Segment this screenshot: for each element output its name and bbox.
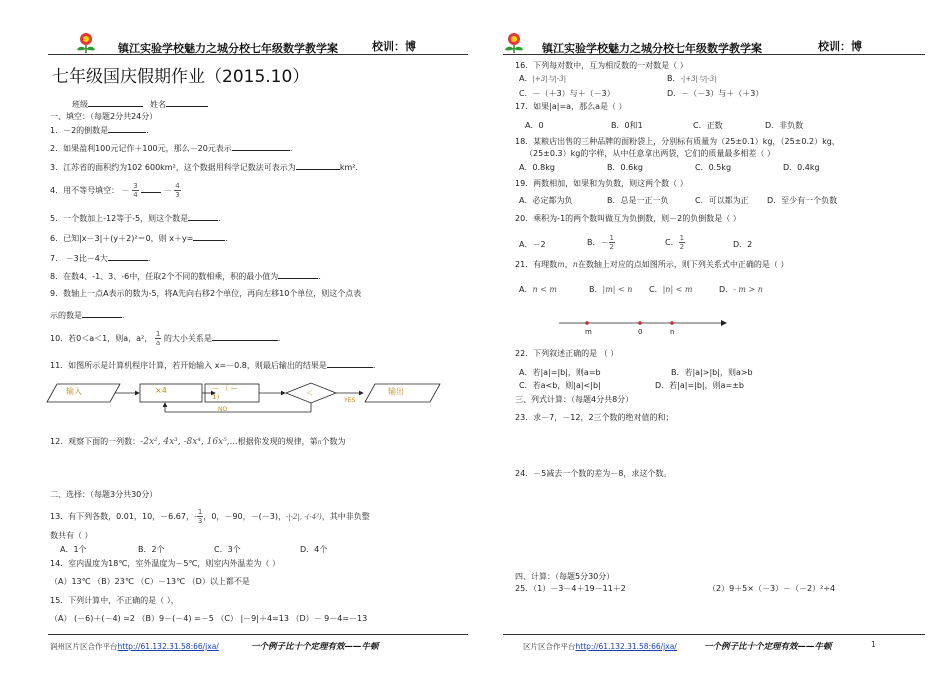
flow-output-label: 输出	[388, 387, 404, 396]
answer-blank[interactable]	[327, 359, 373, 368]
q18-option-d[interactable]: D．0.4kg	[783, 163, 820, 172]
point-m	[585, 321, 589, 325]
footer-link[interactable]: http://61.132.31.58:66/jxa/	[117, 642, 219, 651]
q16-option-b[interactable]: B．-|+3|与|-3|	[667, 74, 717, 83]
q21-option-d[interactable]: D．- m > n	[719, 285, 763, 294]
question-15: 15．下列计算中，不正确的是（ ），	[50, 596, 179, 605]
question-9: 9．数轴上一点A表示的数为-5，将A先向右移2个单位，再向左移10个单位，则这个点表	[50, 289, 362, 298]
q17-option-a[interactable]: A．0	[525, 121, 544, 130]
q16-option-a[interactable]: A．|+3|与|-3|	[519, 74, 567, 83]
flow-input-label: 输入	[66, 387, 82, 396]
flow-times4-label: ×4	[155, 386, 167, 395]
header-rule	[503, 54, 925, 55]
school-motto: 校训：博	[818, 40, 862, 53]
school-header: 镇江实验学校魅力之城分校七年级数学教学案	[118, 42, 338, 55]
footer-rule	[503, 634, 925, 635]
q17-option-c[interactable]: C．正数	[693, 121, 723, 130]
footer	[50, 641, 219, 652]
footer-prefix: 区片区合作平台	[523, 642, 576, 651]
q22-option-a[interactable]: A．若|a|=|b|，则a=b	[519, 368, 601, 377]
q21-option-c[interactable]: C．|n| < m	[649, 285, 693, 294]
question-20: 20．乘积为-1的两个数叫做互为负倒数，则－2的负倒数是（ ）	[515, 214, 741, 223]
q20-option-c[interactable]: C． $\frac{1}{2}$	[665, 234, 685, 251]
fraction: $\frac{4}{3}$	[175, 182, 180, 199]
question-14: 14．室内温度为18℃，室外温度为－5℃，则室内外温差为（ ）	[50, 559, 280, 568]
answer-blank[interactable]	[108, 124, 146, 133]
fraction: $\frac{1}{2}$	[679, 234, 685, 251]
footer-prefix: 润州区片区合作平台	[50, 642, 118, 651]
class-field[interactable]	[72, 98, 143, 110]
question-22: 22．下列叙述正确的是 （ ）	[515, 349, 619, 358]
q22-option-b[interactable]: B．若|a|>|b|，则a>b	[671, 368, 753, 377]
question-12: 12．观察下面的一列数：-2x², 4x³, -8x⁴, 16x⁵,…根据你发现的规律，第n个数为	[50, 437, 346, 447]
fraction: $\frac{3}{4}$	[133, 182, 138, 199]
flow-minus-label: — （ —	[212, 384, 238, 392]
q15-options[interactable]: （A） (－6)＋(－4) =2 （B）9－(－4) =－5 （C） |－9|＋4=13 （D）－ 9－4=－13	[50, 614, 368, 623]
q14-options[interactable]: （A）13℃ （B）23℃ （C）－13℃ （D）以上都不是	[50, 577, 250, 586]
footer	[523, 641, 677, 652]
question-6: 6．已知|x－3|＋(y＋2)²＝0，则 x＋y= .	[50, 234, 228, 243]
flow-no-label: NO	[218, 406, 228, 413]
q13-option-c[interactable]: C．3个	[214, 545, 241, 554]
fraction: $\frac{1}{a}$	[155, 330, 161, 347]
question-1: 1．－2的倒数是 .	[50, 126, 149, 135]
flower-logo-icon	[75, 32, 97, 54]
q20-option-a[interactable]: A．－2	[519, 240, 546, 249]
question-9-cont: 示的数是 .	[50, 311, 125, 320]
number-line-arrow	[721, 320, 727, 326]
q20-option-b[interactable]: B．－ $\frac{1}{2}$	[587, 234, 614, 251]
footer-slogan: 一个例子比十个定理有效——牛顿	[251, 642, 379, 652]
axis-label-m: m	[585, 328, 592, 336]
question-25-part2: （2）9＋5×（－3）－（－2）²÷4	[708, 584, 836, 593]
question-4: 4．用不等号填空： － $\frac{3}{4}$ － $\frac{4}{3}$	[50, 182, 180, 199]
answer-blank[interactable]	[82, 309, 122, 318]
question-21: 21．有理数m，n在数轴上对应的点如图所示，则下列关系式中正确的是（ ）	[515, 260, 789, 269]
answer-blank[interactable]	[296, 161, 340, 170]
question-2: 2．如果盈利100元记作＋100元，那么－20元表示 .	[50, 144, 293, 153]
fraction: $\frac{1}{2}$	[609, 234, 614, 251]
page-number: 1	[871, 640, 876, 649]
name-label: 姓名	[150, 100, 166, 109]
question-10: 10．若0＜a＜1，则a，a²， $\frac{1}{a}$ 的大小关系是 .	[50, 330, 281, 347]
question-25-part1: 25．（1）－3－4＋19－11＋2	[515, 584, 626, 593]
header-rule	[48, 54, 468, 55]
section-fill-in: 一、填空：（每题2分共24分）	[50, 112, 158, 121]
q19-option-d[interactable]: D．至少有一个负数	[767, 196, 838, 205]
footer-rule	[48, 634, 468, 635]
question-7: 7． －3比－4大 .	[50, 254, 151, 263]
q22-option-d[interactable]: D．若|a|=|b|，则a=±b	[655, 381, 745, 390]
answer-blank[interactable]	[193, 232, 225, 241]
q16-option-c[interactable]: C．－（＋3）与＋（－3）	[519, 89, 615, 98]
question-24: 24．－5减去一个数的差为－8，求这个数。	[515, 469, 672, 478]
answer-blank[interactable]	[108, 252, 148, 261]
q18-option-a[interactable]: A．0.8kg	[519, 163, 555, 172]
school-motto: 校训：博	[372, 40, 416, 53]
q21-option-b[interactable]: B．|m| < n	[589, 285, 633, 294]
question-19: 19．两数相加，如果和为负数，则这两个数（ ）	[515, 179, 688, 188]
footer-link[interactable]: http://61.132.31.58:66/jxa/	[575, 642, 677, 651]
q18-option-b[interactable]: B．0.6kg	[607, 163, 643, 172]
answer-blank[interactable]	[212, 332, 278, 341]
answer-blank[interactable]	[141, 184, 161, 193]
footer-slogan: 一个例子比十个定理有效——牛顿	[704, 642, 832, 652]
q13-option-d[interactable]: D．4个	[300, 545, 328, 554]
point-0	[638, 321, 642, 325]
fraction: $\frac{1}{3}$	[197, 508, 203, 525]
question-5: 5．一个数加上-12等于-5，则这个数是 .	[50, 214, 221, 223]
q17-option-d[interactable]: D．非负数	[765, 121, 804, 130]
school-header: 镇江实验学校魅力之城分校七年级数学教学案	[542, 42, 762, 55]
question-13: 13．有下列各数，0.01，10，－6.67，- $\frac{1}{3}$ ，0，－90，－(－3)，-|-2|, -(-4²)，其中非负整	[50, 508, 370, 525]
program-flowchart	[45, 376, 445, 418]
q19-option-c[interactable]: C．可以都为正	[695, 196, 749, 205]
flow-compare-label: ＜	[306, 389, 313, 397]
axis-label-0: 0	[638, 328, 643, 336]
axis-label-n: n	[670, 328, 675, 336]
question-8: 8．在数4、-1、3、-6中，任取2个不同的数相乘，积的最小值为 .	[50, 272, 321, 281]
class-label: 班级	[72, 100, 88, 109]
q19-option-a[interactable]: A．必定都为负	[519, 196, 573, 205]
flow-minus-label-2: 1）	[212, 393, 224, 401]
flow-times4-box	[140, 384, 202, 402]
question-16: 16．下列每对数中，互为相反数的一对数是（ ）	[515, 61, 688, 70]
right-page	[475, 0, 950, 700]
question-18: 18．某粮店出售的三种品牌的面粉袋上，分别标有质量为（25±0.1）kg，（25±0.2）kg，	[515, 137, 840, 146]
name-field[interactable]	[150, 98, 208, 110]
section-calculation: 四、计算：（每题5分30分）	[515, 572, 615, 581]
page-title: 七年级国庆假期作业（2015.10）	[52, 67, 310, 87]
answer-blank[interactable]	[188, 212, 218, 221]
point-n	[670, 321, 674, 325]
answer-blank[interactable]	[232, 142, 290, 151]
q19-option-b[interactable]: B．总是一正一负	[607, 196, 669, 205]
section-choice: 二、选择：（每题3分共30分）	[50, 490, 158, 499]
q16-option-d[interactable]: D．－（－3）与＋（＋3）	[667, 89, 764, 98]
q17-option-b[interactable]: B．0和1	[611, 121, 643, 130]
question-17: 17．如果|a|=a，那么a是（ ）	[515, 102, 627, 111]
flow-input-box	[47, 384, 120, 402]
flow-yes-label: YES	[344, 397, 356, 404]
question-11: 11．如图所示是计算机程序计算，若开始输入 x=－0.8，则最后输出的结果是 .	[50, 361, 376, 370]
question-3: 3．江苏省的面积约为102 600km²，这个数据用科学记数法可表示为 km².	[50, 163, 358, 172]
q20-option-d[interactable]: D．2	[733, 240, 753, 249]
q13-option-a[interactable]: A．1个	[60, 545, 87, 554]
question-23: 23．求－7，－12，2三个数的绝对值的和；	[515, 413, 674, 422]
q22-option-c[interactable]: C．若a<b，则|a|<|b|	[519, 381, 601, 390]
q18-option-c[interactable]: C．0.5kg	[695, 163, 732, 172]
flower-logo-icon	[503, 32, 525, 54]
question-18-cont: （25±0.3）kg的字样，从中任意拿出两袋，它们的质量最多相差（ ）	[525, 149, 775, 158]
section-expression: 三、列式计算：（每题4分共8分）	[515, 395, 634, 404]
question-13-cont: 数共有（ ）	[50, 531, 93, 540]
q21-option-a[interactable]: A．n < m	[519, 285, 558, 294]
q13-option-b[interactable]: B．2个	[138, 545, 165, 554]
answer-blank[interactable]	[278, 270, 318, 279]
